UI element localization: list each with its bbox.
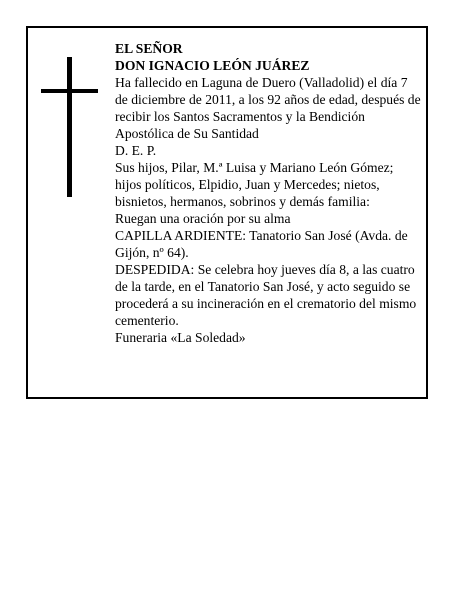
- obituary-notice: [26, 26, 428, 399]
- cross-horizontal-bar: [41, 89, 98, 93]
- chapel-info: CAPILLA ARDIENTE: Tanatorio San José (Avda. de Gijón, nº 64).: [115, 228, 408, 260]
- death-announcement: Ha fallecido en Laguna de Duero (Valladolid) el día 7 de diciembre de 2011, a los 92 años de edad, después de recibir los Santos Sacramentos y la Bendición Apostólica de Su Santidad: [115, 75, 421, 141]
- family-list: Sus hijos, Pilar, M.ª Luisa y Mariano León Gómez; hijos políticos, Elpidio, Juan y Mercedes; nietos, bisnietos, hermanos, sobrinos y demás familia:: [115, 160, 394, 209]
- notice-heading: EL SEÑOR: [115, 41, 183, 56]
- notice-text: [115, 40, 423, 346]
- prayer-request: Ruegan una oración por su alma: [115, 211, 291, 226]
- cross-vertical-bar: [67, 57, 72, 197]
- deceased-name: DON IGNACIO LEÓN JUÁREZ: [115, 58, 310, 73]
- rip-line: D. E. P.: [115, 143, 157, 158]
- farewell-info: DESPEDIDA: Se celebra hoy jueves día 8, a las cuatro de la tarde, en el Tanatorio San José, y acto seguido se procederá a su incineración en el crematorio del mismo cementerio.: [115, 262, 417, 328]
- funeral-home: Funeraria «La Soledad»: [115, 330, 246, 345]
- cross-icon: [41, 57, 98, 197]
